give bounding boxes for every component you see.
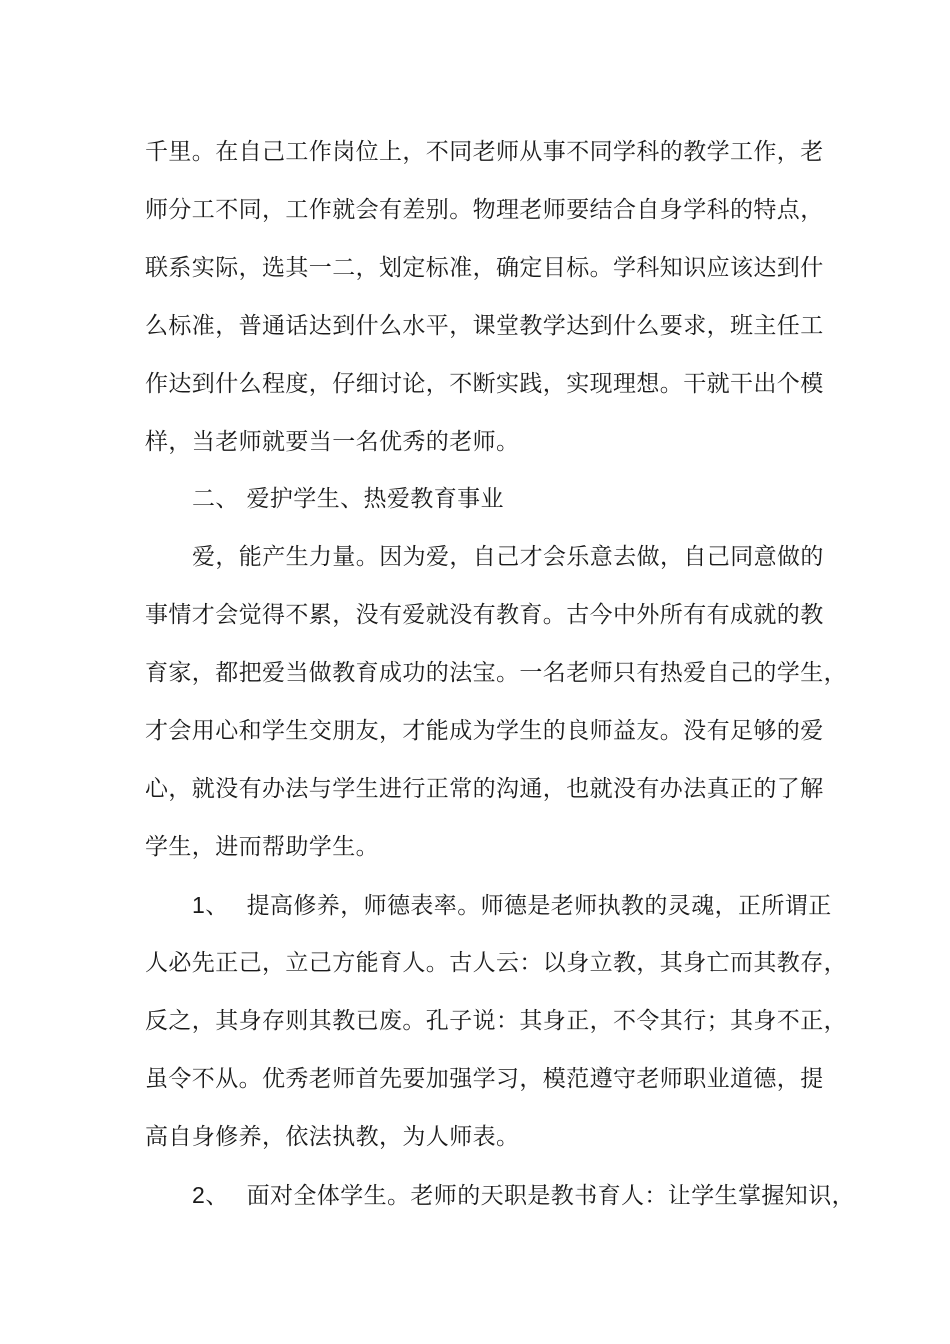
list-item-text: 面对全体学生。老师的天职是教书育人：让学生掌握知识，	[246, 1183, 855, 1209]
list-number: 1、	[192, 892, 229, 918]
list-item-text: 提高修养，师德表率。师德是老师执教的灵魂，正所谓正	[246, 893, 832, 919]
paragraph-line: 爱，能产生力量。因为爱，自己才会乐意去做，自己同意做的	[192, 544, 824, 570]
section-heading: 二、 爱护学生、热爱教育事业	[192, 486, 504, 512]
paragraph-line: 育家，都把爱当做教育成功的法宝。一名老师只有热爱自己的学生，	[145, 660, 847, 686]
paragraph-line: 作达到什么程度，仔细讨论，不断实践，实现理想。干就干出个模	[145, 371, 824, 397]
paragraph-line: 高自身修养，依法执教，为人师表。	[145, 1124, 520, 1150]
list-number: 2、	[192, 1182, 229, 1208]
list-item-first-line	[192, 1180, 855, 1211]
paragraph-line: 人必先正己，立己方能育人。古人云：以身立教，其身亡而其教存，	[145, 950, 847, 976]
paragraph-line: 学生，进而帮助学生。	[145, 834, 379, 860]
paragraph-line: 千里。在自己工作岗位上，不同老师从事不同学科的教学工作，老	[145, 139, 824, 165]
paragraph-line: 样，当老师就要当一名优秀的老师。	[145, 429, 520, 455]
paragraph-line: 心，就没有办法与学生进行正常的沟通，也就没有办法真正的了解	[145, 776, 824, 802]
paragraph-line: 反之，其身存则其教已废。孔子说：其身正，不令其行；其身不正，	[145, 1008, 847, 1034]
paragraph-line: 么标准，普通话达到什么水平，课堂教学达到什么要求，班主任工	[145, 313, 824, 339]
paragraph-line: 联系实际，选其一二，划定标准，确定目标。学科知识应该达到什	[145, 255, 824, 281]
paragraph-line: 师分工不同，工作就会有差别。物理老师要结合自身学科的特点，	[145, 197, 824, 223]
list-item-first-line	[192, 890, 832, 921]
paragraph-line: 才会用心和学生交朋友，才能成为学生的良师益友。没有足够的爱	[145, 718, 824, 744]
paragraph-line: 虽令不从。优秀老师首先要加强学习，模范遵守老师职业道德，提	[145, 1066, 824, 1092]
paragraph-line: 事情才会觉得不累，没有爱就没有教育。古今中外所有有成就的教	[145, 602, 824, 628]
